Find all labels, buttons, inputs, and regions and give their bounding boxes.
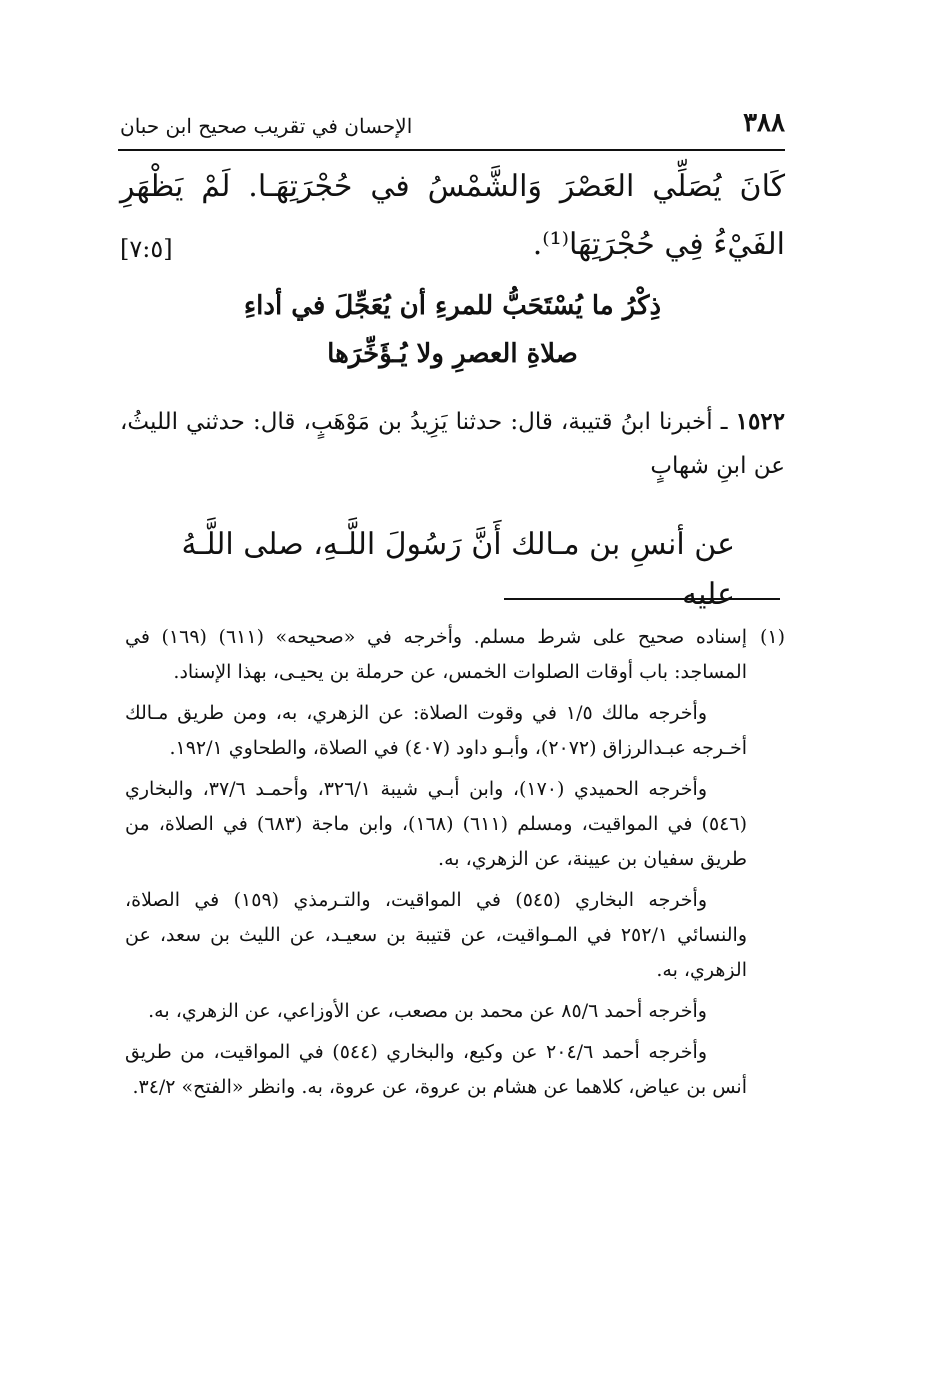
footnote-separator bbox=[504, 598, 780, 600]
hadith-matn-start: عن أنسِ بن مـالك أَنَّ رَسُولَ اللَّـهِ، صلى اللَّـهُ عليه bbox=[181, 527, 735, 612]
chapter-heading-line-2: صلاةِ العصرِ ولا يُـؤَخِّرَها bbox=[327, 339, 578, 369]
footnote-marker: (١) bbox=[759, 626, 785, 648]
footnotes bbox=[125, 620, 785, 1111]
page-number: ٣٨٨ bbox=[743, 108, 785, 138]
footnote-paragraph: وأخرجه الحميدي (١٧٠)، وابن أبـي شيبة ٣٢٦/١، وأحمـد ٣٧/٦، والبخاري (٥٤٦) في المواقيت، ومسلم (٦١١) (١٦٨)، وابن ماجة (٦٨٣) في الصلاة، من طريق سفيان بن عيينة، عن الزهري، به. bbox=[125, 778, 747, 870]
reference-tag: [٧:٥] bbox=[120, 235, 173, 263]
footnote-paragraph: وأخرجه أحمد ٢٠٤/٦ عن وكيع، والبخاري (٥٤٤) في المواقيت، من طريق أنس بن عياض، كلاهما عن هشام بن عروة، عن عروة، به. وانظر «الفتح» ٣٤/٢. bbox=[125, 1041, 747, 1098]
chapter-heading-line-1: ذِكْرُ ما يُسْتَحَبُّ للمرءِ أن يُعَجِّلَ في أداءِ bbox=[243, 291, 662, 321]
footnote-text: إسناده صحيح على شرط مسلم. وأخرجه في «صحيحه» (٦١١) (١٦٩) في المساجد: باب أوقات الصلوات الخمس، عن حرملة بن يحيـى، بهذا الإسناد. bbox=[125, 626, 747, 683]
footnote-paragraph: وأخرجه مالك ١/٥ في وقوت الصلاة: عن الزهري، به، ومن طريق مـالك أخـرجه عبـدالرزاق (٢٠٧٢)، وأبـو داود (٤٠٧) في الصلاة، والطحاوي ١٩٢/١. bbox=[125, 702, 747, 759]
hadith-text: كَانَ يُصَلِّي العَصْرَ وَالشَّمْسُ في حُجْرَتِهَـا. لَمْ يَظْهَرِ الفَيْءُ فِي حُجْرَتِهَا⁽¹⁾. bbox=[120, 169, 785, 262]
running-title: الإحسان في تقريب صحيح ابن حبان bbox=[120, 114, 413, 138]
hadith-isnad bbox=[120, 400, 785, 488]
hadith-chain-text: ـ أخبرنا ابنُ قتيبة، قال: حدثنا يَزِيدُ بن مَوْهَبٍ، قال: حدثني الليثُ، عن ابنِ شهابٍ bbox=[120, 409, 785, 479]
footnote-paragraph bbox=[125, 620, 785, 690]
hadith-number: ١٥٢٢ bbox=[735, 408, 786, 435]
hadith-continuation bbox=[120, 158, 785, 278]
footnote-paragraph: وأخرجه البخاري (٥٤٥) في المواقيت، والتـرمذي (١٥٩) في الصلاة، والنسائي ٢٥٢/١ في المـواقيت، عن قتيبة بن سعيـد، عن الليث بن سعد، عن الزهري، به. bbox=[125, 889, 747, 981]
chapter-heading bbox=[120, 282, 785, 378]
header-rule bbox=[118, 149, 785, 151]
page-header bbox=[120, 88, 785, 138]
footnote-paragraph: وأخرجه أحمد ٨٥/٦ عن محمد بن مصعب، عن الأوزاعي، عن الزهري، به. bbox=[148, 1000, 707, 1022]
